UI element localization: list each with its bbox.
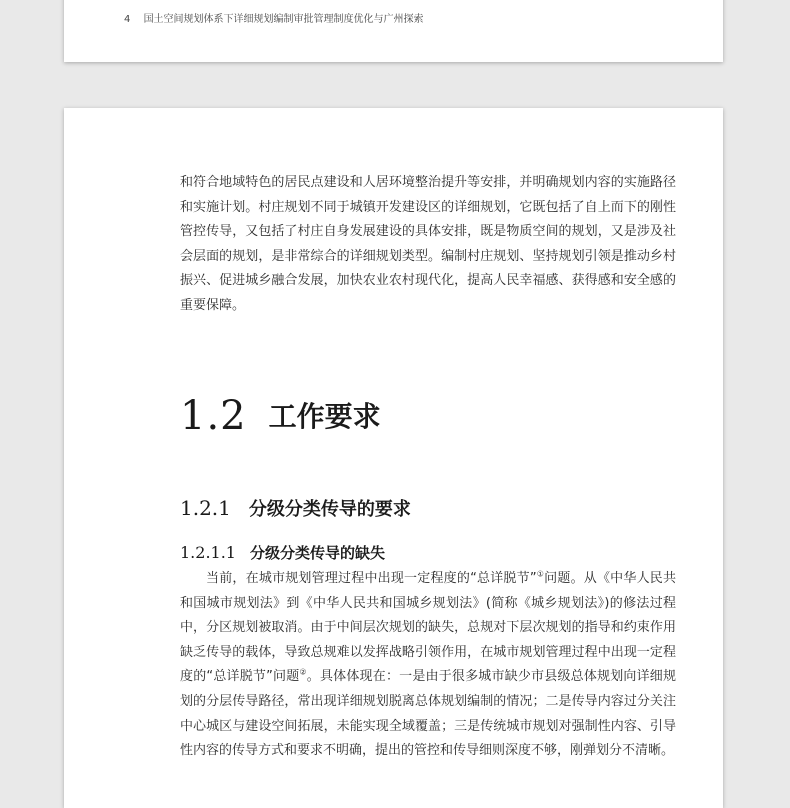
previous-page bbox=[64, 0, 723, 62]
page-number: 4 bbox=[124, 14, 131, 25]
subsubsection-title: 分级分类传导的缺失 bbox=[249, 544, 385, 562]
footnote-marker-2[interactable]: ② bbox=[299, 668, 307, 678]
subsection-title: 分级分类传导的要求 bbox=[248, 499, 411, 520]
subsection-heading bbox=[180, 495, 411, 521]
body-paragraph bbox=[180, 567, 676, 764]
subsubsection-heading bbox=[180, 542, 385, 563]
section-heading bbox=[180, 393, 381, 439]
book-title: 国土空间规划体系下详细规划编制审批管理制度优化与广州探索 bbox=[143, 14, 424, 25]
section-number: 1.2 bbox=[180, 393, 247, 439]
subsubsection-number: 1.2.1.1 bbox=[180, 543, 236, 562]
running-header bbox=[124, 10, 424, 25]
footnote-marker-1[interactable]: ① bbox=[536, 569, 545, 579]
paragraph-text-b: 问题。从《中华人民共和国城市规划法》到《中华人民共和国城乡规划法》(简称《城乡规划法》)的修法过程中，分区规划被取消。由于中间层次规划的缺失，总规对下层次规划的指导和约束作用缺乏传导的载体，导致总规难以发挥战略引领作用，在城市规划管理过程中出现一定程度的“总详脱节”问题 bbox=[180, 571, 676, 685]
paragraph-text-c: 。具体体现在：一是由于很多城市缺少市县级总体规划向详细规划的分层传导路径，常出现详细规划脱离总体规划编制的情况；二是传导内容过分关注中心城区与建设空间拓展，未能实现全域覆盖；三是传统城市规划对强制性内容、引导性内容的传导方式和要求不明确，提出的管控和传导细则深度不够，刚弹划分不清晰。 bbox=[180, 669, 676, 759]
current-page bbox=[64, 108, 723, 808]
subsection-number: 1.2.1 bbox=[180, 496, 231, 520]
paragraph-text-a: 当前，在城市规划管理过程中出现一定程度的“总详脱节” bbox=[206, 571, 537, 586]
section-title: 工作要求 bbox=[268, 400, 381, 433]
body-paragraph-continued: 和符合地域特色的居民点建设和人居环境整治提升等安排，并明确规划内容的实施路径和实施计划。村庄规划不同于城镇开发建设区的详细规划，它既包括了自上而下的刚性管控传导，又包括了村庄自身发展建设的具体安排，既是物质空间的规划，又是涉及社会层面的规划，是非常综合的详细规划类型。编制村庄规划、坚持规划引领是推动乡村振兴、促进城乡融合发展，加快农业农村现代化，提高人民幸福感、获得感和安全感的重要保障。 bbox=[180, 175, 676, 313]
